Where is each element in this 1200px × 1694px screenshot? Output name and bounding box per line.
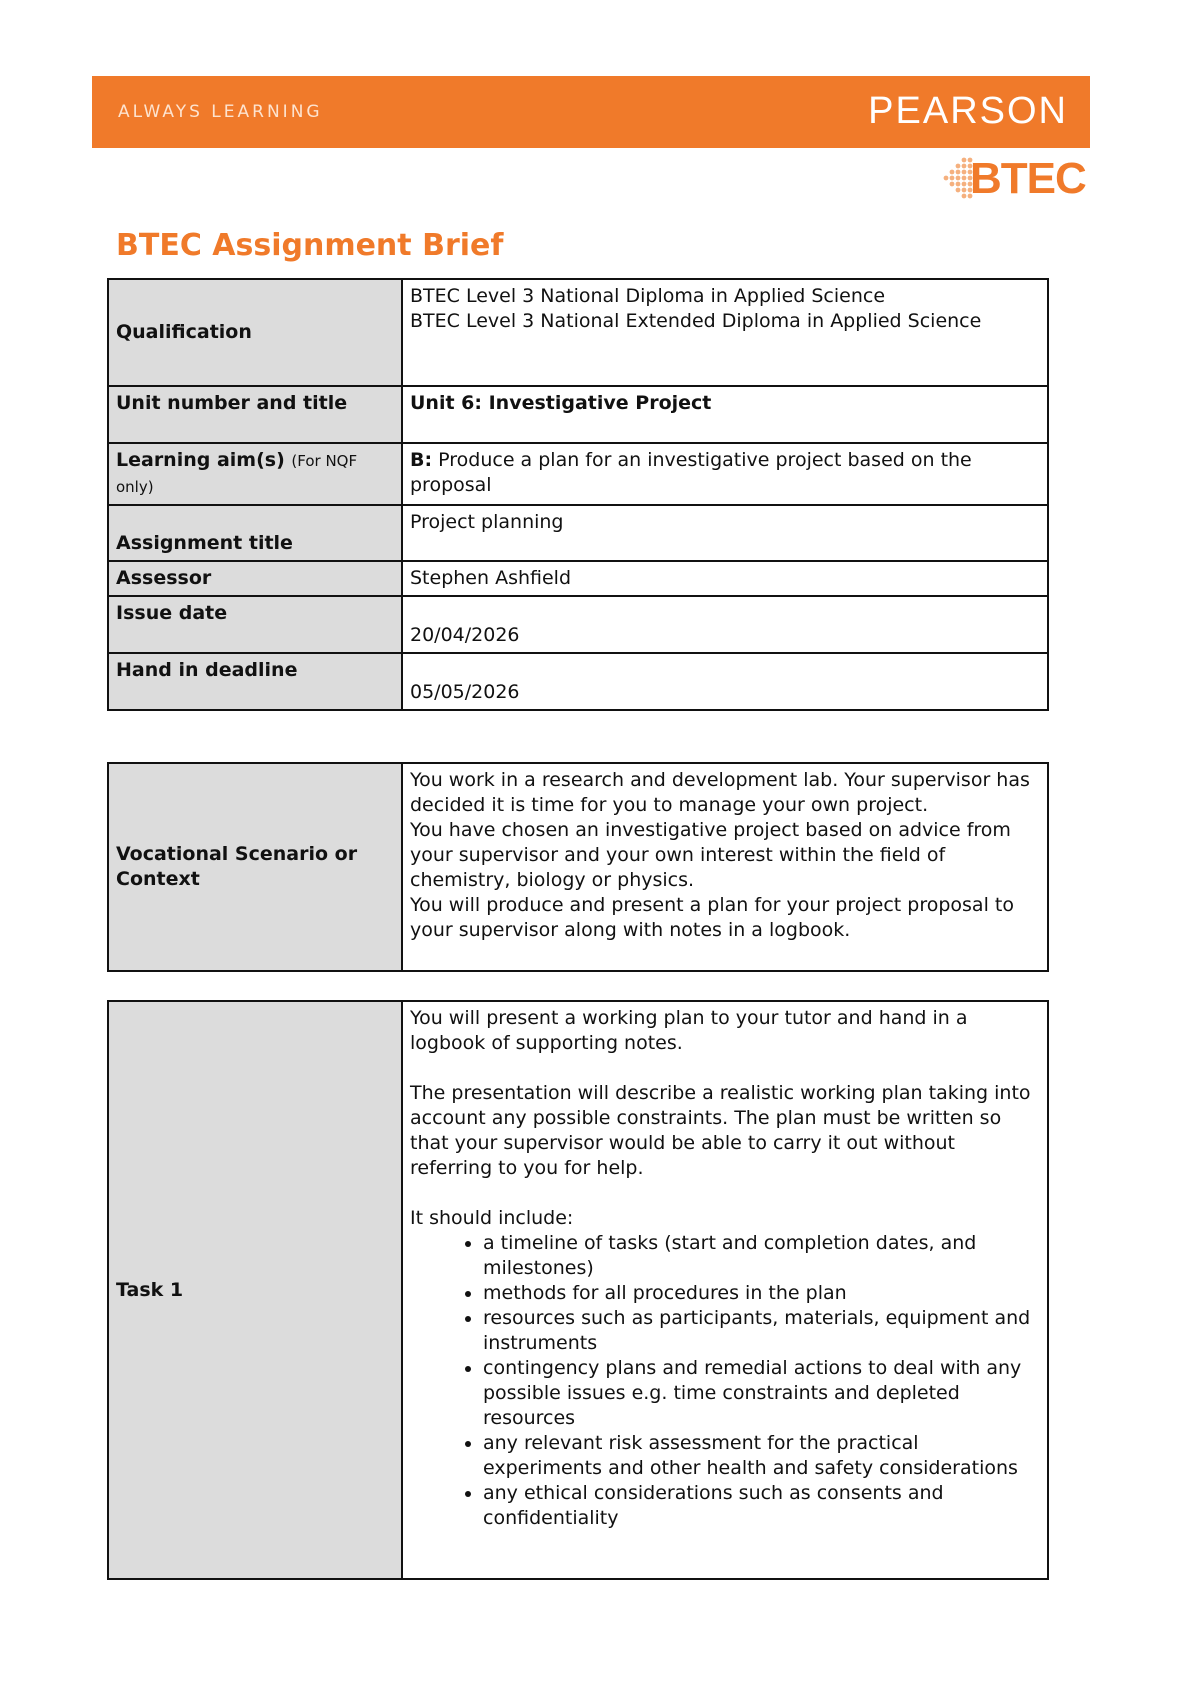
scenario-table bbox=[107, 762, 1049, 972]
deadline-value: 05/05/2026 bbox=[402, 653, 1048, 710]
btec-dots-icon bbox=[940, 156, 974, 200]
scenario-row bbox=[108, 763, 1048, 971]
qualification-value bbox=[402, 279, 1048, 386]
list-item: • a timeline of tasks (start and completion dates, and milestones) bbox=[483, 1231, 1040, 1281]
task-bullet-list bbox=[410, 1231, 1040, 1531]
task-label: Task 1 bbox=[108, 1001, 402, 1579]
list-item: • any relevant risk assessment for the practical experiments and other health and safety considerations bbox=[483, 1431, 1040, 1481]
learning-aim-label bbox=[108, 443, 402, 505]
task-paragraph-1: You will present a working plan to your tutor and hand in a logbook of supporting notes. bbox=[410, 1007, 968, 1054]
list-item: • contingency plans and remedial actions to deal with any possible issues e.g. time constraints and depleted resources bbox=[483, 1356, 1040, 1431]
header-banner bbox=[92, 76, 1090, 148]
qualification-line-2: BTEC Level 3 National Extended Diploma in Applied Science bbox=[410, 310, 982, 332]
document-title: BTEC Assignment Brief bbox=[116, 228, 504, 263]
issue-date-value: 20/04/2026 bbox=[402, 596, 1048, 653]
unit-row bbox=[108, 386, 1048, 443]
scenario-line-2: You have chosen an investigative project based on advice from your supervisor and your own interest within the field of chemistry, biology or physics. bbox=[410, 819, 1011, 891]
tagline: ALWAYS LEARNING bbox=[118, 102, 323, 122]
assessor-value: Stephen Ashfield bbox=[402, 561, 1048, 596]
assignment-title-label: Assignment title bbox=[108, 505, 402, 561]
details-table bbox=[107, 278, 1049, 711]
task-row bbox=[108, 1001, 1048, 1579]
btec-logo bbox=[940, 152, 1090, 210]
scenario-line-3: You will produce and present a plan for your project proposal to your supervisor along with notes in a logbook. bbox=[410, 894, 1014, 941]
learning-aim-note: (For NQF only) bbox=[116, 452, 358, 496]
qualification-line-1: BTEC Level 3 National Diploma in Applied Science bbox=[410, 285, 886, 307]
deadline-label: Hand in deadline bbox=[108, 653, 402, 710]
assignment-title-row bbox=[108, 505, 1048, 561]
unit-value: Unit 6: Investigative Project bbox=[402, 386, 1048, 443]
qualification-row bbox=[108, 279, 1048, 386]
scenario-line-1: You work in a research and development lab. Your supervisor has decided it is time for you to manage your own project. bbox=[410, 769, 1030, 816]
task-intro: It should include: bbox=[410, 1207, 574, 1229]
learning-aim-value bbox=[402, 443, 1048, 505]
list-item: • methods for all procedures in the plan bbox=[483, 1281, 1040, 1306]
btec-logo-text: BTEC bbox=[970, 154, 1086, 203]
qualification-label: Qualification bbox=[108, 279, 402, 386]
list-item: • any ethical considerations such as consents and confidentiality bbox=[483, 1481, 1040, 1531]
learning-aim-label-text: Learning aim(s) bbox=[116, 449, 285, 471]
assessor-row bbox=[108, 561, 1048, 596]
list-item: • resources such as participants, materials, equipment and instruments bbox=[483, 1306, 1040, 1356]
task-table bbox=[107, 1000, 1049, 1580]
task-paragraph-2: The presentation will describe a realistic working plan taking into account any possible constraints. The plan must be written so that your supervisor would be able to carry it out without referring to you for help. bbox=[410, 1082, 1031, 1179]
brand-logo-text: PEARSON bbox=[868, 90, 1068, 132]
task-content bbox=[402, 1001, 1048, 1579]
deadline-row bbox=[108, 653, 1048, 710]
scenario-value bbox=[402, 763, 1048, 971]
learning-aim-text: Produce a plan for an investigative project based on the proposal bbox=[410, 449, 972, 496]
assignment-title-value: Project planning bbox=[402, 505, 1048, 561]
unit-label: Unit number and title bbox=[108, 386, 402, 443]
learning-aim-prefix: B: bbox=[410, 449, 433, 471]
issue-date-label: Issue date bbox=[108, 596, 402, 653]
assessor-label: Assessor bbox=[108, 561, 402, 596]
scenario-label: Vocational Scenario or Context bbox=[108, 763, 402, 971]
issue-date-row bbox=[108, 596, 1048, 653]
learning-aim-row bbox=[108, 443, 1048, 505]
